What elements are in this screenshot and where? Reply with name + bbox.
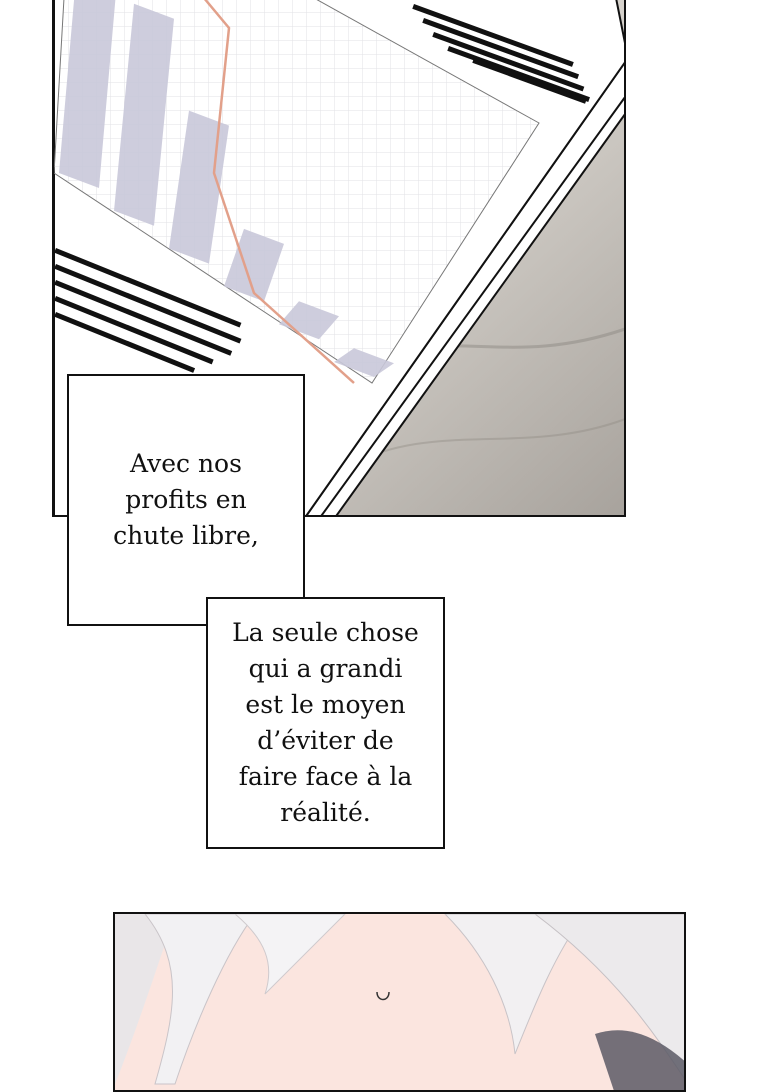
caption-text-1: Avec nos profits en chute libre, bbox=[113, 449, 259, 550]
character-illustration bbox=[115, 914, 686, 1092]
caption-text-2: La seule chose qui a grandi est le moyen d’éviter de faire face à la réalité. bbox=[232, 618, 419, 827]
caption-box-1 bbox=[67, 374, 305, 626]
bottom-panel bbox=[113, 912, 686, 1092]
caption-box-2 bbox=[206, 597, 445, 849]
